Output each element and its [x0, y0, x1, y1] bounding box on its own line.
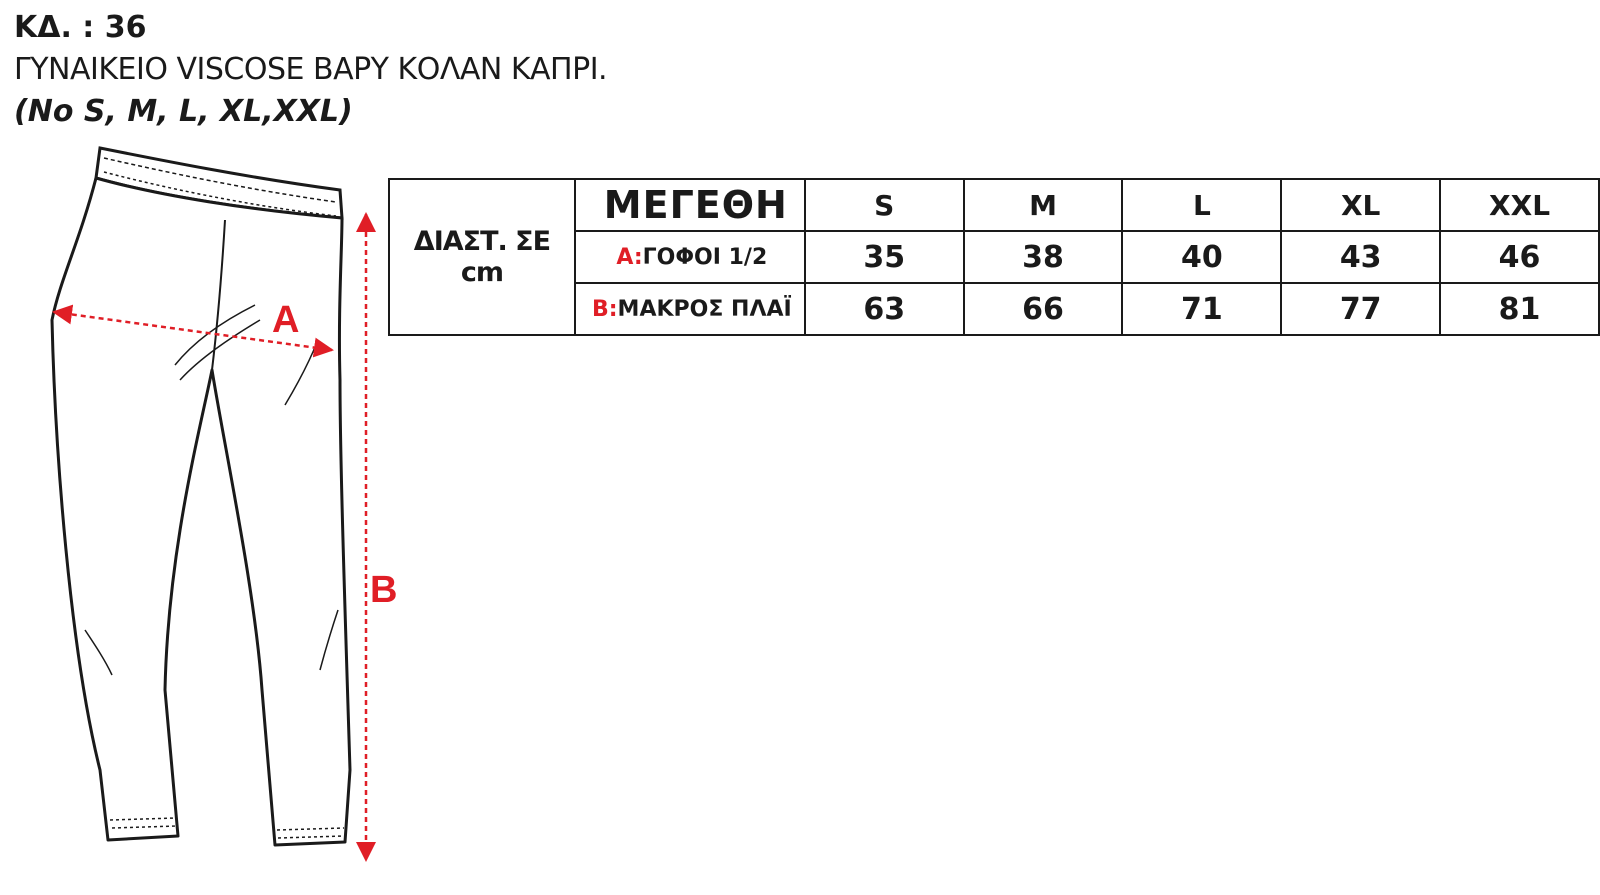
leggings-illustration — [0, 130, 420, 890]
row-a-value-xxl: 46 — [1440, 231, 1599, 283]
sizes-heading: ΜΕΓΕΘΗ — [575, 179, 805, 231]
size-s: S — [805, 179, 964, 231]
row-a-letter: A: — [616, 244, 643, 270]
row-a-text: ΓΟΦΟΙ 1/2 — [642, 244, 768, 270]
available-sizes: (No S, M, L, XL,XXL) — [14, 94, 353, 129]
measure-b-label: B — [370, 569, 398, 611]
product-code: ΚΔ. : 36 — [14, 10, 147, 45]
row-b-value-s: 63 — [805, 283, 964, 335]
row-b-label — [575, 283, 805, 335]
row-b-value-l: 71 — [1122, 283, 1281, 335]
row-b-text: ΜΑΚΡΟΣ ΠΛΑΪ — [617, 296, 792, 322]
row-b-value-xl: 77 — [1281, 283, 1440, 335]
size-chart-table — [388, 178, 1600, 336]
size-header-row — [389, 179, 1599, 231]
size-m: M — [964, 179, 1123, 231]
dimension-unit-label: ΔΙΑΣΤ. ΣΕ cm — [389, 179, 575, 335]
row-b-value-m: 66 — [964, 283, 1123, 335]
row-a-label — [575, 231, 805, 283]
product-title: ΓΥΝΑΙΚΕΙΟ VISCOSE ΒΑΡΥ ΚΟΛΑΝ ΚΑΠΡΙ. — [14, 52, 608, 87]
size-l: L — [1122, 179, 1281, 231]
row-a-value-s: 35 — [805, 231, 964, 283]
row-b-letter: B: — [591, 296, 618, 322]
row-a-value-xl: 43 — [1281, 231, 1440, 283]
leggings-outline — [52, 178, 350, 845]
size-xl: XL — [1281, 179, 1440, 231]
size-xxl: XXL — [1440, 179, 1599, 231]
row-b-value-xxl: 81 — [1440, 283, 1599, 335]
row-a-value-m: 38 — [964, 231, 1123, 283]
row-a-value-l: 40 — [1122, 231, 1281, 283]
measure-a-label: A — [272, 299, 300, 341]
